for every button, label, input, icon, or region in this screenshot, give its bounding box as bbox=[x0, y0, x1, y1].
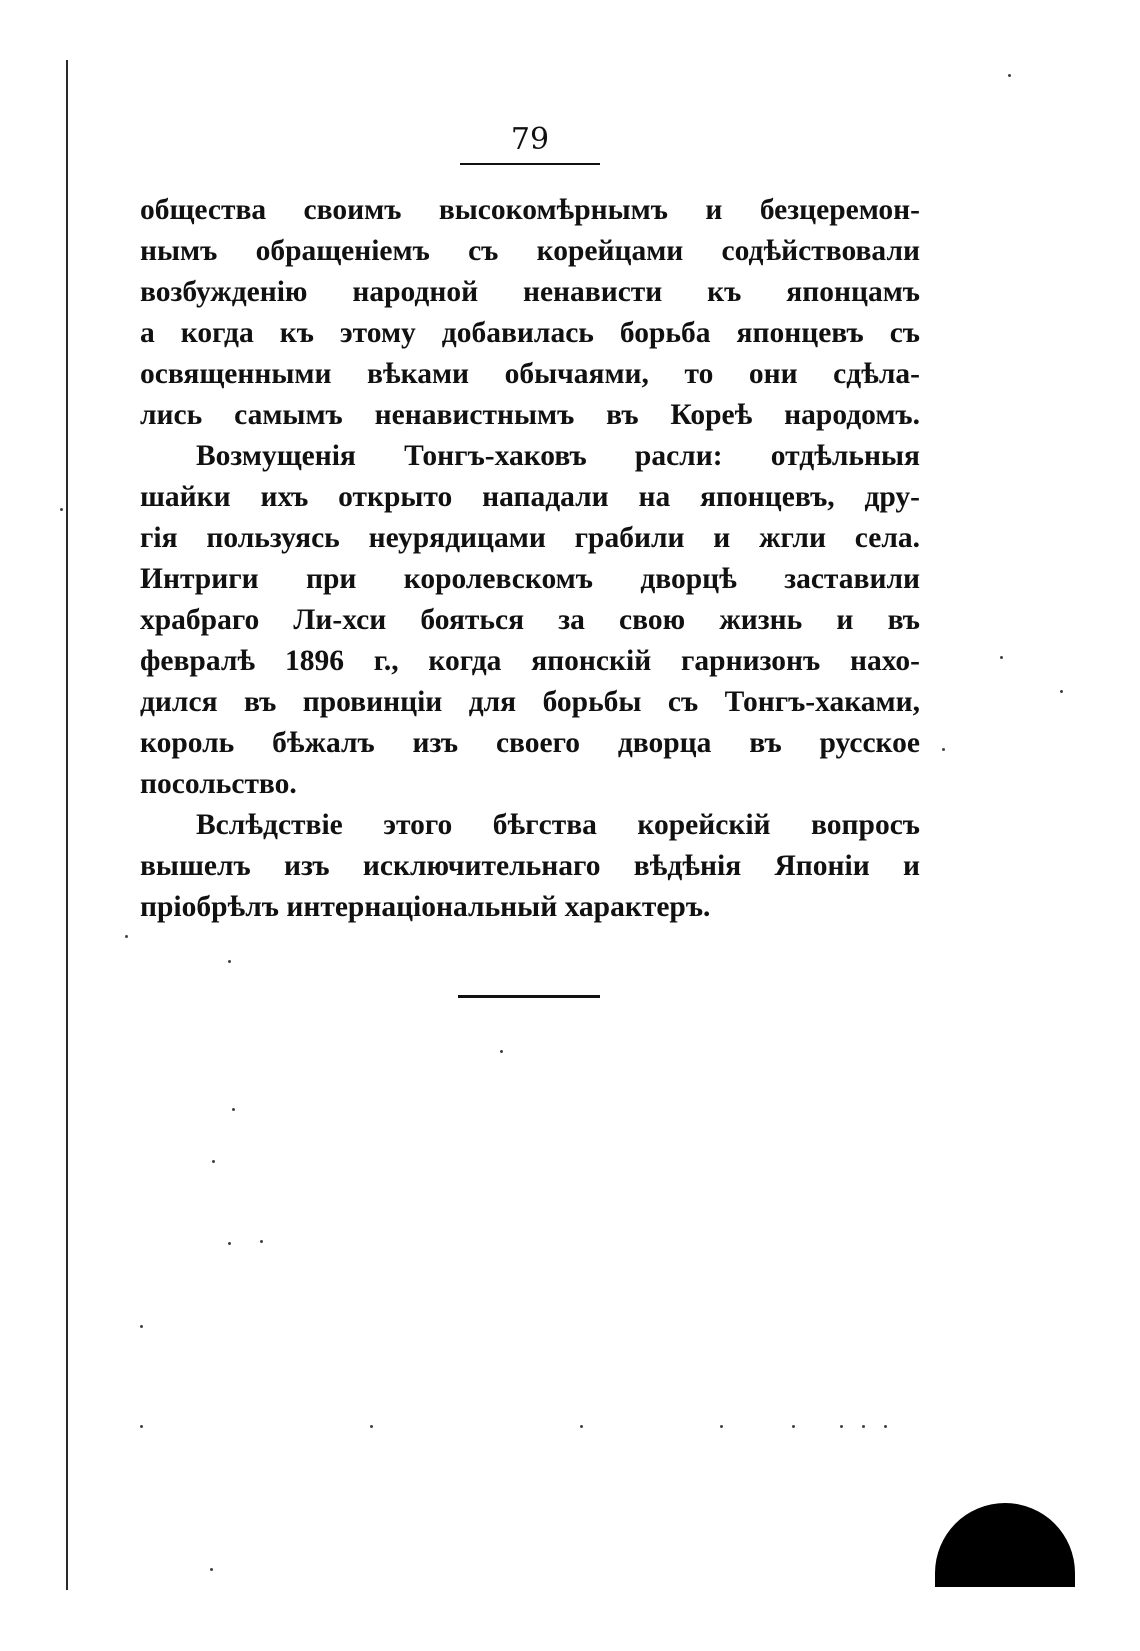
scan-speck bbox=[1008, 74, 1011, 77]
scan-speck bbox=[500, 1050, 503, 1053]
text-line: вышелъ изъ исключительнаго вѣдѣнія Японіи и bbox=[140, 850, 920, 882]
text-line: король бѣжалъ изъ своего дворца въ русское bbox=[140, 727, 920, 759]
ink-blot bbox=[935, 1503, 1075, 1587]
scan-speck bbox=[370, 1425, 373, 1428]
text-line: храбраго Ли-хси бояться за свою жизнь и въ bbox=[140, 604, 920, 636]
scan-speck bbox=[260, 1240, 263, 1243]
scan-speck bbox=[840, 1425, 843, 1428]
scan-speck bbox=[140, 1425, 143, 1428]
end-rule bbox=[458, 995, 600, 998]
scan-speck bbox=[210, 1568, 213, 1571]
scan-speck bbox=[232, 1108, 235, 1111]
text-line: гія пользуясь неурядицами грабили и жгли села. bbox=[140, 522, 920, 554]
scan-speck bbox=[580, 1425, 583, 1428]
scan-speck bbox=[60, 508, 63, 511]
text-line: дился въ провинціи для борьбы съ Тонгъ-хаками, bbox=[140, 686, 920, 718]
scan-speck bbox=[862, 1425, 865, 1428]
header-rule bbox=[460, 163, 600, 165]
body-text bbox=[140, 190, 920, 928]
scan-speck bbox=[212, 1160, 215, 1163]
text-line: февралѣ 1896 г., когда японскій гарнизонъ нахо- bbox=[140, 645, 920, 677]
text-line: Вслѣдствіе этого бѣгства корейскій вопросъ bbox=[196, 809, 920, 841]
text-line: шайки ихъ открыто нападали на японцевъ, дру- bbox=[140, 481, 920, 513]
scan-speck bbox=[1060, 690, 1063, 693]
scan-speck bbox=[125, 935, 128, 938]
text-line: посольство. bbox=[140, 768, 297, 800]
scan-speck bbox=[1000, 656, 1003, 659]
text-line: возбужденію народной ненависти къ японцамъ bbox=[140, 276, 920, 308]
scan-speck bbox=[942, 748, 945, 751]
text-line: Интриги при королевскомъ дворцѣ заставили bbox=[140, 563, 920, 595]
scan-speck bbox=[140, 1325, 143, 1328]
scan-speck bbox=[792, 1425, 795, 1428]
scan-speck bbox=[228, 1242, 231, 1245]
text-line: а когда къ этому добавилась борьба японцевъ съ bbox=[140, 317, 920, 349]
text-line: общества своимъ высокомѣрнымъ и безцеремон- bbox=[140, 194, 920, 226]
scan-speck bbox=[884, 1425, 887, 1428]
scan-speck bbox=[720, 1425, 723, 1428]
text-line: освященными вѣками обычаями, то они сдѣла- bbox=[140, 358, 920, 390]
page-left-edge bbox=[66, 60, 68, 1590]
text-line: лись самымъ ненавистнымъ въ Кореѣ народомъ. bbox=[140, 399, 920, 431]
page-number: 79 bbox=[510, 122, 550, 157]
scan-speck bbox=[228, 960, 231, 963]
text-line: пріобрѣлъ интернаціональный характеръ. bbox=[140, 891, 711, 923]
text-line: Возмущенія Тонгъ-хаковъ расли: отдѣльныя bbox=[196, 440, 920, 472]
text-line: нымъ обращеніемъ съ корейцами содѣйствовали bbox=[140, 235, 920, 267]
